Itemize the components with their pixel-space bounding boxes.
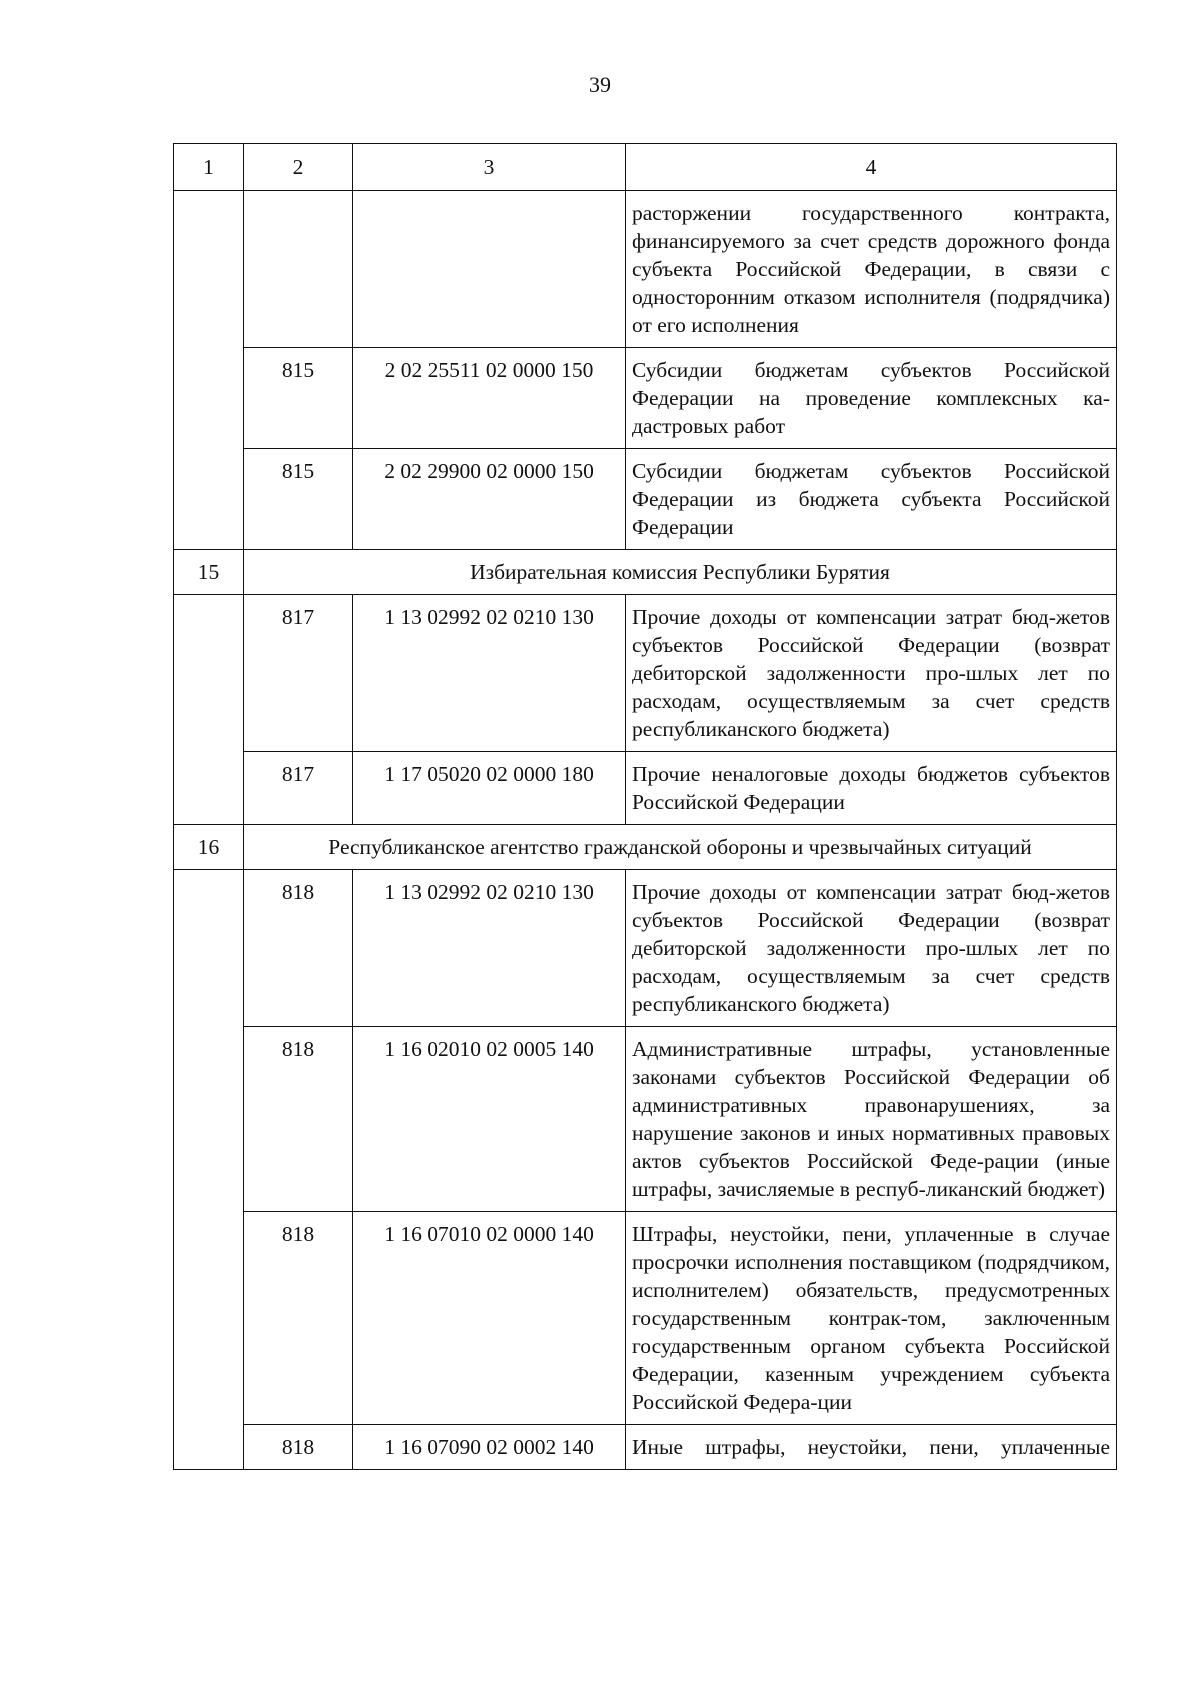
table-row <box>174 348 1117 449</box>
column-header-1: 1 <box>174 144 244 191</box>
kbk-cell: 1 13 02992 02 0210 130 <box>353 595 626 752</box>
table-body <box>174 191 1117 1470</box>
column-header-2: 2 <box>244 144 353 191</box>
column-header-3: 3 <box>353 144 626 191</box>
section-title: Республиканское агентство гражданской обороны и чрезвычайных ситуаций <box>244 825 1117 870</box>
table-row <box>174 1425 1117 1470</box>
table-row <box>174 449 1117 550</box>
table-row <box>174 752 1117 825</box>
admin-code-cell: 818 <box>244 870 353 1027</box>
table-row <box>174 870 1117 1027</box>
admin-code-cell: 815 <box>244 348 353 449</box>
description-cell: Прочие доходы от компенсации затрат бюд-жетов субъектов Российской Федерации (возврат дебиторской задолженности про-шлых лет по расходам, осуществляемым за счет средств республиканского бюджета) <box>626 595 1117 752</box>
description-cell: расторжении государственного контракта, финансируемого за счет средств дорожного фонда субъекта Российской Федерации, в связи с односторонним отказом исполнителя (подрядчика) от его исполнения <box>626 191 1117 348</box>
table-header <box>174 144 1117 191</box>
description-cell: Субсидии бюджетам субъектов Российской Федерации из бюджета субъекта Российской Федерации <box>626 449 1117 550</box>
kbk-cell: 1 13 02992 02 0210 130 <box>353 870 626 1027</box>
kbk-cell: 1 17 05020 02 0000 180 <box>353 752 626 825</box>
description-cell: Прочие доходы от компенсации затрат бюд-жетов субъектов Российской Федерации (возврат дебиторской задолженности про-шлых лет по расходам, осуществляемым за счет средств республиканского бюджета) <box>626 870 1117 1027</box>
kbk-cell: 2 02 25511 02 0000 150 <box>353 348 626 449</box>
column-header-4: 4 <box>626 144 1117 191</box>
admin-code-cell <box>244 191 353 348</box>
admin-code-cell: 817 <box>244 595 353 752</box>
table-row <box>174 1212 1117 1425</box>
admin-code-cell: 815 <box>244 449 353 550</box>
table-row <box>174 1027 1117 1212</box>
kbk-cell: 1 16 07010 02 0000 140 <box>353 1212 626 1425</box>
admin-code-cell: 818 <box>244 1425 353 1470</box>
kbk-cell: 1 16 07090 02 0002 140 <box>353 1425 626 1470</box>
description-cell: Иные штрафы, неустойки, пени, уплаченные <box>626 1425 1117 1470</box>
section-header-row <box>174 550 1117 595</box>
group-number-cell <box>174 191 244 550</box>
admin-code-cell: 818 <box>244 1027 353 1212</box>
description-cell: Штрафы, неустойки, пени, уплаченные в случае просрочки исполнения поставщиком (подрядчиком, исполнителем) обязательств, предусмотренных государственным контрак-том, заключенным государственным органом субъекта Российской Федерации, казенным учреждением субъекта Российской Федера-ции <box>626 1212 1117 1425</box>
section-number: 15 <box>174 550 244 595</box>
description-cell: Административные штрафы, установленные законами субъектов Российской Федерации об административных правонарушениях, за нарушение законов и иных нормативных правовых актов субъектов Российской Феде-рации (иные штрафы, зачисляемые в респуб-ликанский бюджет) <box>626 1027 1117 1212</box>
table-row <box>174 595 1117 752</box>
kbk-cell: 2 02 29900 02 0000 150 <box>353 449 626 550</box>
description-cell: Субсидии бюджетам субъектов Российской Федерации на проведение комплексных ка-дастровых работ <box>626 348 1117 449</box>
group-number-cell <box>174 870 244 1470</box>
section-header-row <box>174 825 1117 870</box>
section-title: Избирательная комиссия Республики Бурятия <box>244 550 1117 595</box>
admin-code-cell: 818 <box>244 1212 353 1425</box>
admin-code-cell: 817 <box>244 752 353 825</box>
table-header-row <box>174 144 1117 191</box>
kbk-cell: 1 16 02010 02 0005 140 <box>353 1027 626 1212</box>
section-number: 16 <box>174 825 244 870</box>
kbk-cell <box>353 191 626 348</box>
group-number-cell <box>174 595 244 825</box>
page-number: 39 <box>589 72 611 97</box>
table-row <box>174 191 1117 348</box>
revenue-codes-table <box>173 143 1117 1470</box>
description-cell: Прочие неналоговые доходы бюджетов субъектов Российской Федерации <box>626 752 1117 825</box>
